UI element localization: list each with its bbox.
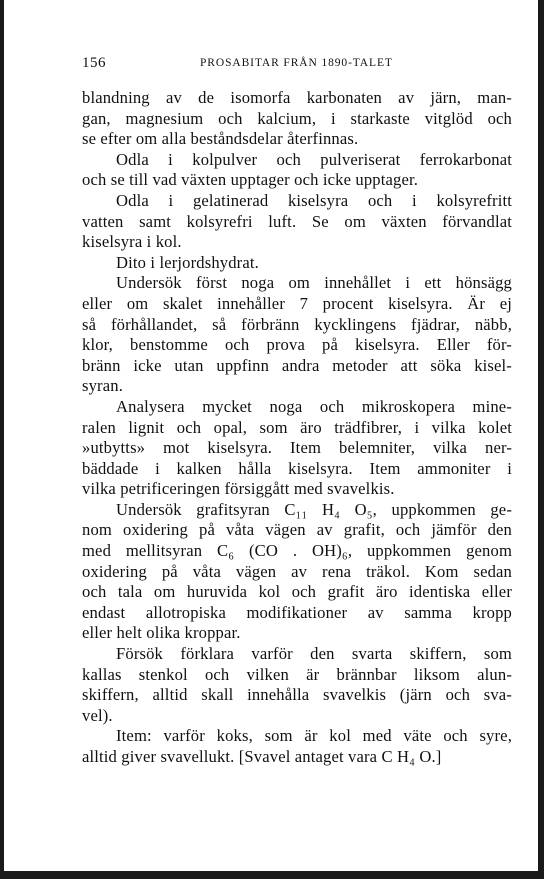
text-line: kallas stenkol och vilken är brännbar liksom alun-	[82, 664, 512, 684]
running-head: PROSABITAR FRÅN 1890-TALET	[200, 57, 393, 69]
text-line: ralen lignit och opal, som äro trädfibrer, i vilka kolet	[82, 417, 512, 437]
paragraph	[82, 253, 512, 274]
scan-edge-bottom	[0, 871, 544, 879]
text-line: endast allotropiska modifikationer av samma kropp	[82, 602, 512, 622]
book-page	[82, 55, 512, 768]
paragraph	[82, 397, 512, 500]
scan-edge-right	[538, 0, 544, 879]
text-line: kiselsyra i kol.	[82, 232, 182, 252]
text-line: vilka petrificeringen försiggått med svavelkis.	[82, 479, 395, 499]
text-line: oxidering på våta vägen av rena träkol. Kom sedan	[82, 561, 512, 581]
paragraph	[82, 150, 512, 191]
text-line: Item: varför koks, som är kol med väte och syre,	[116, 726, 512, 746]
text-line: med mellitsyran C₆ (CO . OH)₆, uppkommen genom	[82, 541, 512, 561]
page-header	[82, 55, 512, 77]
scan-edge-left	[0, 0, 4, 879]
text-line: vatten samt kolsyrefri luft. Se om växten förvandlat	[82, 211, 512, 231]
text-line: alltid giver svavellukt. [Svavel antaget vara C H₄ O.]	[82, 747, 442, 766]
text-line: Odla i gelatinerad kiselsyra och i kolsyrefritt	[116, 190, 512, 210]
text-line: »utbytts» mot kiselsyra. Item belemniter, vilka ner-	[82, 438, 512, 458]
text-line: vel).	[82, 705, 113, 725]
text-line: eller om skalet innehåller 7 procent kiselsyra. Är ej	[82, 293, 512, 313]
text-line: Undersök först noga om innehållet i ett hönsägg	[116, 273, 512, 293]
text-line: Dito i lerjordshydrat.	[116, 252, 259, 272]
text-line: Odla i kolpulver och pulveriserat ferrokarbonat	[116, 149, 512, 169]
body-text	[82, 88, 512, 768]
text-line: Analysera mycket noga och mikroskopera mine-	[116, 396, 512, 416]
text-line: se efter om alla beståndsdelar återfinnas.	[82, 129, 359, 149]
paragraph	[82, 88, 512, 150]
paragraph	[82, 500, 512, 644]
text-line: bäddade i kalken hålla kiselsyra. Item ammoniter i	[82, 458, 512, 478]
paragraph	[82, 191, 512, 253]
text-line: bränn icke utan uppfinn andra metoder att söka kisel-	[82, 355, 512, 375]
text-line: och tala om huruvida kol och grafit äro identiska eller	[82, 582, 512, 602]
text-line: gan, magnesium och kalcium, i starkaste vitglöd och	[82, 108, 512, 128]
paragraph	[82, 273, 512, 397]
page-number: 156	[82, 55, 106, 71]
text-line: blandning av de isomorfa karbonaten av järn, man-	[82, 88, 512, 107]
text-line: syran.	[82, 376, 123, 396]
text-line: eller helt olika kroppar.	[82, 623, 241, 643]
paragraph	[82, 644, 512, 726]
text-line: Försök förklara varför den svarta skiffern, som	[116, 644, 512, 664]
paragraph	[82, 726, 512, 767]
text-line: Undersök grafitsyran C₁₁ H₄ O₅, uppkommen ge-	[116, 499, 512, 519]
text-line: så förhållandet, så förbränn kycklingens fjädrar, näbb,	[82, 314, 512, 334]
text-line: klor, benstomme och prova på kiselsyra. Eller för-	[82, 335, 512, 355]
text-line: skiffern, alltid skall innehålla svavelkis (järn och sva-	[82, 685, 512, 705]
text-line: och se till vad växten upptager och icke upptager.	[82, 170, 419, 190]
text-line: nom oxidering på våta vägen av grafit, och jämför den	[82, 520, 512, 540]
